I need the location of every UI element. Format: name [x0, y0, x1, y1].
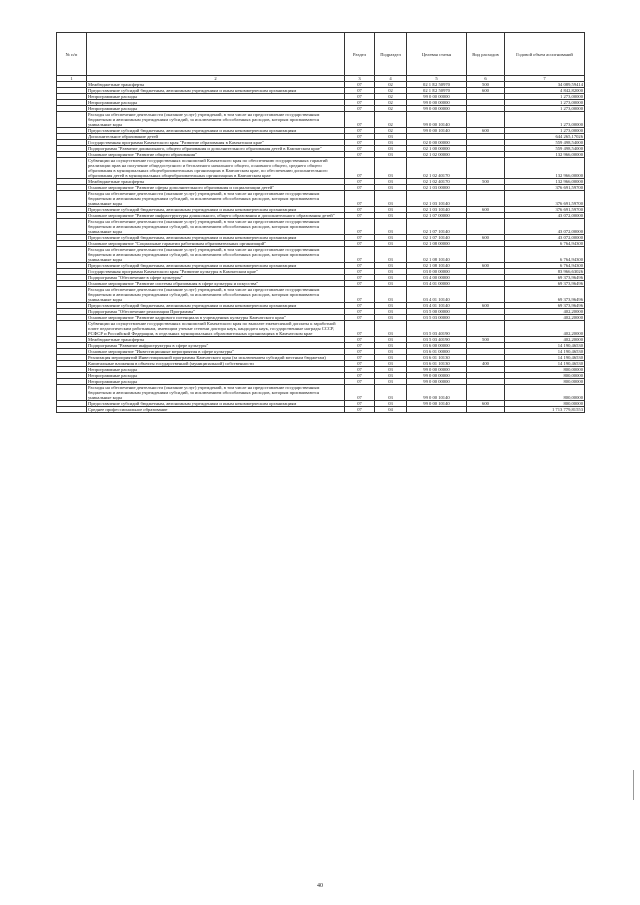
cell-amount: 83 966,63026: [505, 269, 585, 275]
cell-name: Расходы на обеспечение деятельности (оказание услуг) учреждений, в том числе на предоставление государственным бюджетным и автономным учреждениям субсидий, за исключением обособленных расходов, которым присваиваются уникальные коды: [87, 247, 345, 263]
cell-name: Непрограммные расходы: [87, 106, 345, 112]
header-target: Целевая статья: [407, 33, 467, 76]
cell-num: [57, 219, 87, 235]
cell-target: 99 0 00 00000: [407, 100, 467, 106]
cell-podrazdel: 03: [375, 373, 407, 379]
cell-name: Расходы на обеспечение деятельности (оказание услуг) учреждений, в том числе на предоставление государственным бюджетным и автономным учреждениям субсидий, за исключением обособленных расходов, которым присваиваются уникальные коды: [87, 191, 345, 207]
cell-name: Основное мероприятие "Развитие сферы дополнительного образования и социализации детей": [87, 185, 345, 191]
cell-name: Среднее профессиональное образование: [87, 407, 345, 413]
cell-target: 03 6 00 00000: [407, 343, 467, 349]
table-row: [57, 287, 585, 303]
column-number: 4: [375, 76, 407, 82]
cell-razdel: 07: [345, 287, 375, 303]
cell-razdel: 07: [345, 401, 375, 407]
cell-razdel: 07: [345, 343, 375, 349]
cell-amount: 1 273,00000: [505, 112, 585, 128]
cell-amount: 1 273,00000: [505, 106, 585, 112]
cell-name: Расходы на обеспечение деятельности (оказание услуг) учреждений, в том числе на предоставление государственным бюджетным и автономным учреждениям субсидий, за исключением обособленных расходов, которым присваиваются уникальные коды: [87, 112, 345, 128]
budget-table: [56, 32, 585, 413]
cell-amount: 376 691,59700: [505, 191, 585, 207]
cell-podrazdel: 03: [375, 385, 407, 401]
cell-num: [57, 321, 87, 337]
cell-name: Непрограммные расходы: [87, 94, 345, 100]
cell-razdel: 07: [345, 219, 375, 235]
cell-amount: 800,00000: [505, 379, 585, 385]
cell-podrazdel: 03: [375, 315, 407, 321]
cell-amount: 800,00000: [505, 373, 585, 379]
cell-razdel: 07: [345, 140, 375, 146]
cell-target: [407, 407, 467, 413]
cell-razdel: 07: [345, 100, 375, 106]
header-amount: Годовой объем ассигнований: [505, 33, 585, 76]
cell-amount: 800,00000: [505, 401, 585, 407]
cell-razdel: 07: [345, 191, 375, 207]
cell-razdel: 07: [345, 367, 375, 373]
cell-razdel: 07: [345, 179, 375, 185]
cell-podrazdel: 02: [375, 112, 407, 128]
cell-razdel: 07: [345, 379, 375, 385]
cell-expense: [467, 407, 505, 413]
document-sheet: [56, 32, 584, 413]
cell-podrazdel: 03: [375, 185, 407, 191]
cell-target: 02 1 00 00000: [407, 146, 467, 152]
cell-amount: 376 691,59700: [505, 207, 585, 213]
cell-podrazdel: 03: [375, 247, 407, 263]
cell-podrazdel: 03: [375, 152, 407, 158]
cell-target: 03 6 01 00000: [407, 349, 467, 355]
cell-expense: 500: [467, 82, 505, 88]
cell-amount: 14 190,46530: [505, 361, 585, 367]
cell-target: 02 1 07 10140: [407, 219, 467, 235]
cell-amount: 132 966,00000: [505, 152, 585, 158]
cell-amount: 800,00000: [505, 385, 585, 401]
cell-podrazdel: 03: [375, 379, 407, 385]
table-body: [57, 82, 585, 413]
cell-amount: 34 089,59414: [505, 82, 585, 88]
cell-target: 02 1 Е2 50970: [407, 88, 467, 94]
cell-podrazdel: 03: [375, 191, 407, 207]
cell-razdel: 07: [345, 309, 375, 315]
cell-podrazdel: 03: [375, 401, 407, 407]
cell-razdel: 07: [345, 112, 375, 128]
cell-target: 02 1 07 10140: [407, 235, 467, 241]
cell-name: Непрограммные расходы: [87, 100, 345, 106]
cell-num: [57, 287, 87, 303]
cell-expense: 500: [467, 337, 505, 343]
cell-amount: 69 373,96496: [505, 275, 585, 281]
cell-podrazdel: 02: [375, 100, 407, 106]
cell-name: Основное мероприятие "Развитие общего образования": [87, 152, 345, 158]
column-number: 2: [87, 76, 345, 82]
cell-amount: 800,00000: [505, 367, 585, 373]
cell-amount: 402,20000: [505, 337, 585, 343]
cell-name: Межбюджетные трансферты: [87, 337, 345, 343]
cell-podrazdel: 03: [375, 275, 407, 281]
cell-target: 02 1 03 10140: [407, 191, 467, 207]
table-row: [57, 321, 585, 337]
cell-target: 02 1 Е2 50970: [407, 82, 467, 88]
cell-podrazdel: 03: [375, 355, 407, 361]
cell-num: [57, 158, 87, 179]
cell-razdel: 07: [345, 82, 375, 88]
cell-podrazdel: 03: [375, 134, 407, 140]
cell-num: [57, 247, 87, 263]
cell-name: Подпрограмма "Обеспечение в сфере культуры": [87, 275, 345, 281]
cell-name: Непрограммные расходы: [87, 379, 345, 385]
cell-amount: 1 273,00000: [505, 94, 585, 100]
cell-expense: 600: [467, 88, 505, 94]
cell-podrazdel: 03: [375, 213, 407, 219]
cell-expense: 400: [467, 361, 505, 367]
cell-amount: 402,20000: [505, 315, 585, 321]
cell-target: 02 1 08 10140: [407, 263, 467, 269]
cell-razdel: 07: [345, 134, 375, 140]
cell-razdel: 07: [345, 88, 375, 94]
cell-podrazdel: 03: [375, 158, 407, 179]
cell-name: Основное мероприятие "Развитие системы образования в сфере культуры и искусства": [87, 281, 345, 287]
cell-expense: 600: [467, 303, 505, 309]
cell-expense: 600: [467, 235, 505, 241]
cell-podrazdel: 03: [375, 146, 407, 152]
cell-name: Предоставление субсидий бюджетным, автономным учреждениям и иным некоммерческим организациям: [87, 263, 345, 269]
page-number: 40: [317, 883, 323, 889]
cell-target: 03 0 00 00000: [407, 269, 467, 275]
cell-name: Непрограммные расходы: [87, 373, 345, 379]
cell-podrazdel: 03: [375, 343, 407, 349]
cell-target: 03 6 01 10130: [407, 361, 467, 367]
cell-target: 99 0 00 00000: [407, 373, 467, 379]
cell-razdel: 07: [345, 355, 375, 361]
cell-amount: 559 498,54000: [505, 146, 585, 152]
cell-razdel: 07: [345, 315, 375, 321]
cell-name: Подпрограмма "Обеспечение реализации Программы": [87, 309, 345, 315]
cell-razdel: 07: [345, 385, 375, 401]
cell-amount: 6 764,94300: [505, 247, 585, 263]
cell-target: 99 0 00 00000: [407, 106, 467, 112]
cell-target: 03 4 01 00000: [407, 281, 467, 287]
cell-target: 99 0 00 00000: [407, 367, 467, 373]
table-row: [57, 247, 585, 263]
cell-target: 02 1 03 00000: [407, 185, 467, 191]
cell-podrazdel: 03: [375, 367, 407, 373]
table-row: [57, 407, 585, 413]
cell-name: Межбюджетные трансферты: [87, 179, 345, 185]
cell-amount: 14 190,46530: [505, 343, 585, 349]
cell-podrazdel: 03: [375, 207, 407, 213]
cell-target: 02 1 03 10140: [407, 207, 467, 213]
cell-amount: 559 498,54000: [505, 140, 585, 146]
cell-num: [57, 112, 87, 128]
cell-razdel: 07: [345, 269, 375, 275]
cell-target: 03 4 01 10140: [407, 287, 467, 303]
cell-podrazdel: 02: [375, 88, 407, 94]
cell-razdel: 07: [345, 94, 375, 100]
cell-expense: [467, 321, 505, 337]
cell-amount: 1 273,00000: [505, 128, 585, 134]
cell-name: Государственная программа Камчатского края "Развитие образования в Камчатском крае": [87, 140, 345, 146]
cell-name: Расходы на обеспечение деятельности (оказание услуг) учреждений, в том числе на предоставление государственным бюджетным и автономным учреждениям субсидий, за исключением обособленных расходов, которым присваиваются уникальные коды: [87, 287, 345, 303]
cell-razdel: 07: [345, 263, 375, 269]
cell-target: 03 5 03 40190: [407, 337, 467, 343]
cell-podrazdel: 03: [375, 309, 407, 315]
cell-expense: 600: [467, 207, 505, 213]
cell-target: 02 1 08 10140: [407, 247, 467, 263]
cell-target: 02 1 02 40170: [407, 179, 467, 185]
cell-podrazdel: 03: [375, 349, 407, 355]
cell-amount: 6 764,94300: [505, 263, 585, 269]
cell-name: Предоставление субсидий бюджетным, автономным учреждениям и иным некоммерческим организациям: [87, 128, 345, 134]
cell-razdel: 07: [345, 321, 375, 337]
cell-razdel: 07: [345, 152, 375, 158]
header-expense: Вид расходов: [467, 33, 505, 76]
cell-razdel: 07: [345, 207, 375, 213]
cell-amount: 1 273,00000: [505, 100, 585, 106]
cell-target: 99 0 00 00000: [407, 94, 467, 100]
cell-num: [57, 385, 87, 401]
cell-name: Реализация мероприятий Инвестиционной программы Камчатского края (за исключением субсидий местным бюджетам): [87, 355, 345, 361]
cell-name: Предоставление субсидий бюджетным, автономным учреждениям и иным некоммерческим организациям: [87, 235, 345, 241]
cell-target: 99 0 00 00000: [407, 379, 467, 385]
cell-podrazdel: 03: [375, 235, 407, 241]
cell-podrazdel: 03: [375, 337, 407, 343]
table-header: [57, 33, 585, 82]
cell-razdel: 07: [345, 106, 375, 112]
cell-amount: 14 190,46530: [505, 355, 585, 361]
cell-expense: 500: [467, 179, 505, 185]
cell-razdel: 07: [345, 247, 375, 263]
cell-expense: [467, 158, 505, 179]
cell-name: Государственная программа Камчатского края "Развитие культуры в Камчатском крае": [87, 269, 345, 275]
cell-razdel: 07: [345, 407, 375, 413]
cell-name: Основное мероприятие "Развитие инфраструктуры дошкольного, общего образования и дополнительного образования детей": [87, 213, 345, 219]
cell-target: 02 1 02 40170: [407, 158, 467, 179]
cell-amount: 132 966,00000: [505, 179, 585, 185]
cell-expense: [467, 385, 505, 401]
cell-target: 03 6 01 10130: [407, 355, 467, 361]
cell-num: [57, 191, 87, 207]
cell-razdel: 07: [345, 275, 375, 281]
header-name: [87, 33, 345, 76]
cell-name: Подпрограмма "Развитие инфраструктуры в сфере культуры": [87, 343, 345, 349]
cell-podrazdel: 03: [375, 179, 407, 185]
cell-name: Основное мероприятие "Социальные гарантии работникам образовательных организаций": [87, 241, 345, 247]
cell-target: 02 0 00 00000: [407, 140, 467, 146]
cell-name: Субвенции на осуществление государственных полномочий Камчатского края по обеспечению государственных гарантий реализации прав на получение общедоступного и бесплатного начального общего, основного общего, среднего общего образования в муниципальных общеобразовательных организациях в Камчатском крае, по обеспечению дополнительного образования детей в муниципальных общеобразовательных организациях в Камчатском крае: [87, 158, 345, 179]
cell-podrazdel: 03: [375, 303, 407, 309]
cell-razdel: 07: [345, 185, 375, 191]
cell-target: 02 1 08 00000: [407, 241, 467, 247]
column-number: 6: [467, 76, 505, 82]
cell-amount: 402,20000: [505, 321, 585, 337]
cell-razdel: 07: [345, 303, 375, 309]
cell-target: 99 0 00 10140: [407, 128, 467, 134]
cell-name: Расходы на обеспечение деятельности (оказание услуг) учреждений, в том числе на предоставление государственным бюджетным и автономным учреждениям субсидий, за исключением обособленных расходов, которым присваиваются уникальные коды: [87, 385, 345, 401]
cell-podrazdel: 03: [375, 287, 407, 303]
cell-target: 99 0 00 10140: [407, 112, 467, 128]
cell-razdel: 07: [345, 361, 375, 367]
column-number: 1: [57, 76, 87, 82]
cell-razdel: 07: [345, 213, 375, 219]
cell-podrazdel: 03: [375, 361, 407, 367]
cell-num: [57, 407, 87, 413]
cell-name: Межбюджетные трансферты: [87, 82, 345, 88]
cell-name: Основное мероприятие "Инвестиционные мероприятия в сфере культуры": [87, 349, 345, 355]
cell-name: Расходы на обеспечение деятельности (оказание услуг) учреждений, в том числе на предоставление государственным бюджетным и автономным учреждениям субсидий, за исключением обособленных расходов, которым присваиваются уникальные коды: [87, 219, 345, 235]
margin-mark: [633, 770, 634, 800]
cell-amount: 402,20000: [505, 309, 585, 315]
cell-amount: 376 691,59700: [505, 185, 585, 191]
cell-name: Капитальные вложения в объекты государственной (муниципальной) собственности: [87, 361, 345, 367]
cell-name: Предоставление субсидий бюджетным, автономным учреждениям и иным некоммерческим организациям: [87, 88, 345, 94]
cell-amount: 14 190,46530: [505, 349, 585, 355]
cell-name: Подпрограмма "Развитие дошкольного, общего образования и дополнительного образования детей в Камчатском крае": [87, 146, 345, 152]
cell-target: 03 5 03 00000: [407, 315, 467, 321]
cell-amount: 4 842,82000: [505, 88, 585, 94]
cell-target: 02 1 07 00000: [407, 213, 467, 219]
cell-expense: 600: [467, 401, 505, 407]
cell-razdel: 07: [345, 158, 375, 179]
cell-name: Предоставление субсидий бюджетным, автономным учреждениям и иным некоммерческим организациям: [87, 207, 345, 213]
cell-amount: 43 072,00000: [505, 235, 585, 241]
header-podrazdel: Подраздел: [375, 33, 407, 76]
cell-expense: [467, 112, 505, 128]
header-num: № п/п: [57, 33, 87, 76]
cell-target: 03 5 03 40190: [407, 321, 467, 337]
cell-razdel: 07: [345, 373, 375, 379]
cell-amount: 644 265,17026: [505, 134, 585, 140]
cell-target: 03 5 00 00000: [407, 309, 467, 315]
cell-podrazdel: 03: [375, 321, 407, 337]
column-number: 3: [345, 76, 375, 82]
table-row: [57, 385, 585, 401]
cell-name: Предоставление субсидий бюджетным, автономным учреждениям и иным некоммерческим организациям: [87, 303, 345, 309]
cell-podrazdel: 04: [375, 407, 407, 413]
cell-expense: [467, 191, 505, 207]
cell-target: 03 4 01 10140: [407, 303, 467, 309]
cell-podrazdel: 02: [375, 106, 407, 112]
cell-expense: [467, 219, 505, 235]
cell-amount: 69 373,96496: [505, 303, 585, 309]
column-number: 7: [505, 76, 585, 82]
cell-name: Непрограммные расходы: [87, 367, 345, 373]
cell-amount: 43 072,00000: [505, 213, 585, 219]
cell-target: 03 4 00 00000: [407, 275, 467, 281]
cell-razdel: 07: [345, 146, 375, 152]
cell-amount: 1 713 779,81553: [505, 407, 585, 413]
column-number: 5: [407, 76, 467, 82]
cell-podrazdel: 03: [375, 241, 407, 247]
cell-amount: 43 072,00000: [505, 219, 585, 235]
cell-razdel: 07: [345, 281, 375, 287]
cell-name: Субвенции на осуществление государственных полномочий Камчатского края по выплате ежемесячной доплаты к заработной плате педагогическим работникам, имеющим ученые степени доктора наук, кандидата наук, государственные награды СССР, РСФСР и Российской Федерации, в отдельных муниципальных образовательных организациях в Камчатском крае: [87, 321, 345, 337]
cell-amount: 69 373,96496: [505, 281, 585, 287]
cell-podrazdel: 03: [375, 269, 407, 275]
cell-razdel: 07: [345, 349, 375, 355]
cell-target: 99 0 00 10140: [407, 385, 467, 401]
cell-expense: 600: [467, 263, 505, 269]
table-row: [57, 158, 585, 179]
table-row: [57, 219, 585, 235]
cell-target: 99 0 00 10140: [407, 401, 467, 407]
cell-podrazdel: 03: [375, 219, 407, 235]
cell-podrazdel: 02: [375, 82, 407, 88]
cell-podrazdel: 03: [375, 140, 407, 146]
cell-amount: 132 966,00000: [505, 158, 585, 179]
header-razdel: Раздел: [345, 33, 375, 76]
cell-name: Основное мероприятие "Развитие кадрового потенциала в учреждениях культуры Камчатского края": [87, 315, 345, 321]
cell-amount: 6 764,94300: [505, 241, 585, 247]
table-row: [57, 191, 585, 207]
cell-expense: [467, 287, 505, 303]
cell-podrazdel: 02: [375, 128, 407, 134]
cell-expense: [467, 247, 505, 263]
cell-amount: 69 373,96496: [505, 287, 585, 303]
cell-name: Предоставление субсидий бюджетным, автономным учреждениям и иным некоммерческим организациям: [87, 401, 345, 407]
cell-podrazdel: 03: [375, 281, 407, 287]
cell-razdel: 07: [345, 241, 375, 247]
table-row: [57, 112, 585, 128]
cell-razdel: 07: [345, 128, 375, 134]
cell-name: Дополнительное образование детей: [87, 134, 345, 140]
cell-podrazdel: 03: [375, 263, 407, 269]
cell-podrazdel: 02: [375, 94, 407, 100]
cell-razdel: 07: [345, 235, 375, 241]
cell-expense: 600: [467, 128, 505, 134]
cell-target: 02 1 02 00000: [407, 152, 467, 158]
cell-razdel: 07: [345, 337, 375, 343]
